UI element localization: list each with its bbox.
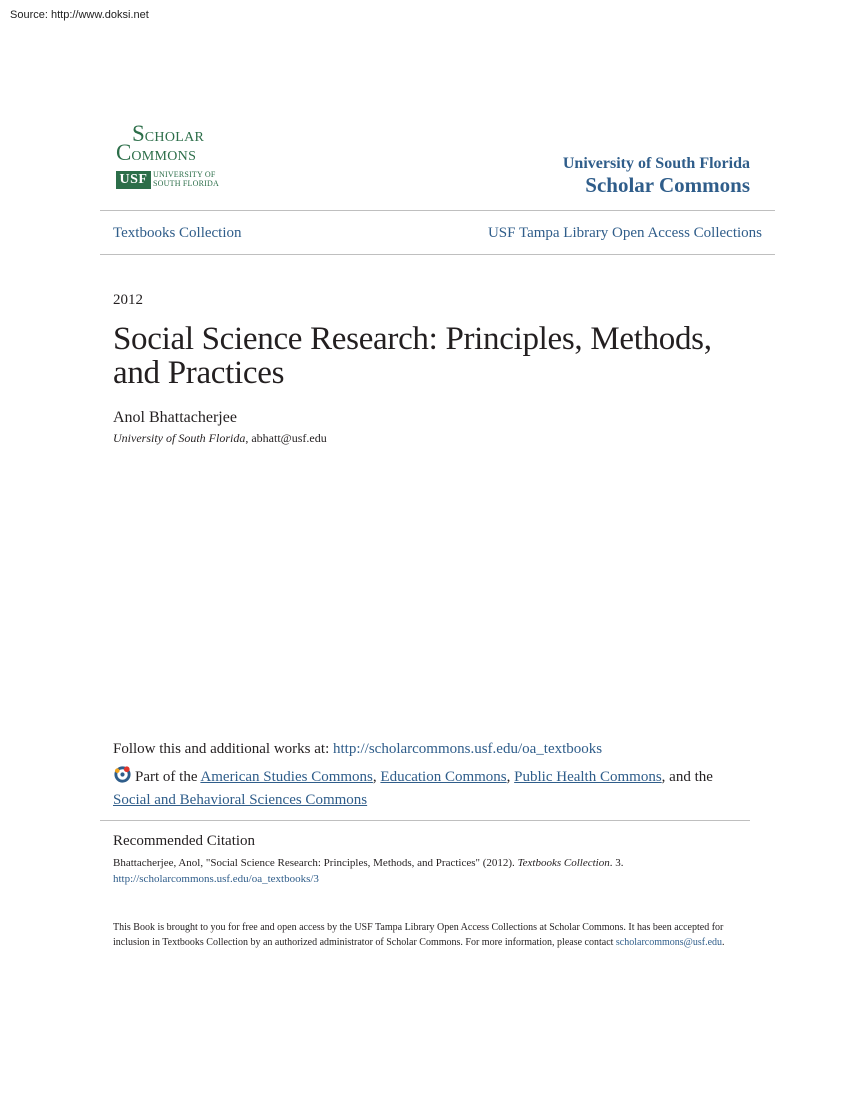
contact-email-link[interactable]: scholarcommons@usf.edu — [615, 937, 723, 948]
social-behavioral-sciences-commons-link[interactable]: Social and Behavioral Sciences Commons — [113, 792, 368, 808]
author-email: abhatt@usf.edu — [251, 431, 327, 445]
scholar-commons-logo[interactable] — [116, 122, 226, 190]
source-label: Source: http://www.doksi.net — [10, 9, 149, 21]
logo-line-commons: COMMONS — [116, 140, 197, 165]
usf-logo-subtitle: UNIVERSITY OF SOUTH FLORIDA — [153, 170, 219, 188]
citation-heading: Recommended Citation — [113, 833, 256, 849]
citation-text: Bhattacherjee, Anol, "Social Science Research: Principles, Methods, and Practices" (2012). Textbooks Collection. 3. http://scholarcommons.usf.edu/oa_textbooks/3 — [113, 857, 624, 885]
textbooks-collection-link[interactable]: Textbooks Collection — [113, 225, 242, 241]
header-divider-top — [100, 210, 775, 211]
logo-line-scholar: SCHOLAR — [132, 121, 205, 146]
scholar-commons-title[interactable]: Scholar Commons — [585, 173, 750, 197]
citation-url-link[interactable]: http://scholarcommons.usf.edu/oa_textbooks/3 — [113, 873, 319, 885]
open-access-collections-link[interactable]: USF Tampa Library Open Access Collections — [487, 225, 762, 241]
document-title: Social Science Research: Principles, Methods, and Practices — [113, 321, 712, 391]
follow-url-link[interactable]: http://scholarcommons.usf.edu/oa_textbooks — [332, 741, 603, 757]
public-health-commons-link[interactable]: Public Health Commons — [514, 769, 662, 785]
part-of-commons: Part of the American Studies Commons, Education Commons, Public Health Commons, and the Social and Behavioral Sciences Commons — [113, 765, 753, 810]
education-commons-link[interactable]: Education Commons — [380, 769, 507, 785]
affiliation-name: University of South Florida — [113, 431, 246, 445]
follow-line: Follow this and additional works at: http://scholarcommons.usf.edu/oa_textbooks — [113, 741, 603, 757]
access-notice: This Book is brought to you for free and open access by the USF Tampa Library Open Access Collections at Scholar Commons. It has been accepted for inclusion in Textbooks Collection by an authorized administrator of Scholar Commons. For more information, please contact scholarcommons@usf.edu. — [113, 922, 725, 948]
network-icon — [113, 765, 132, 790]
author-affiliation: University of South Florida, abhatt@usf.edu — [113, 431, 327, 445]
american-studies-commons-link[interactable]: American Studies Commons — [200, 769, 373, 785]
header-divider-bottom — [100, 254, 775, 255]
publication-year: 2012 — [113, 292, 143, 308]
author-name: Anol Bhattacherjee — [113, 409, 237, 426]
citation-divider — [100, 820, 750, 821]
university-name[interactable]: University of South Florida — [562, 155, 750, 172]
usf-logo-box: USF — [116, 171, 151, 189]
